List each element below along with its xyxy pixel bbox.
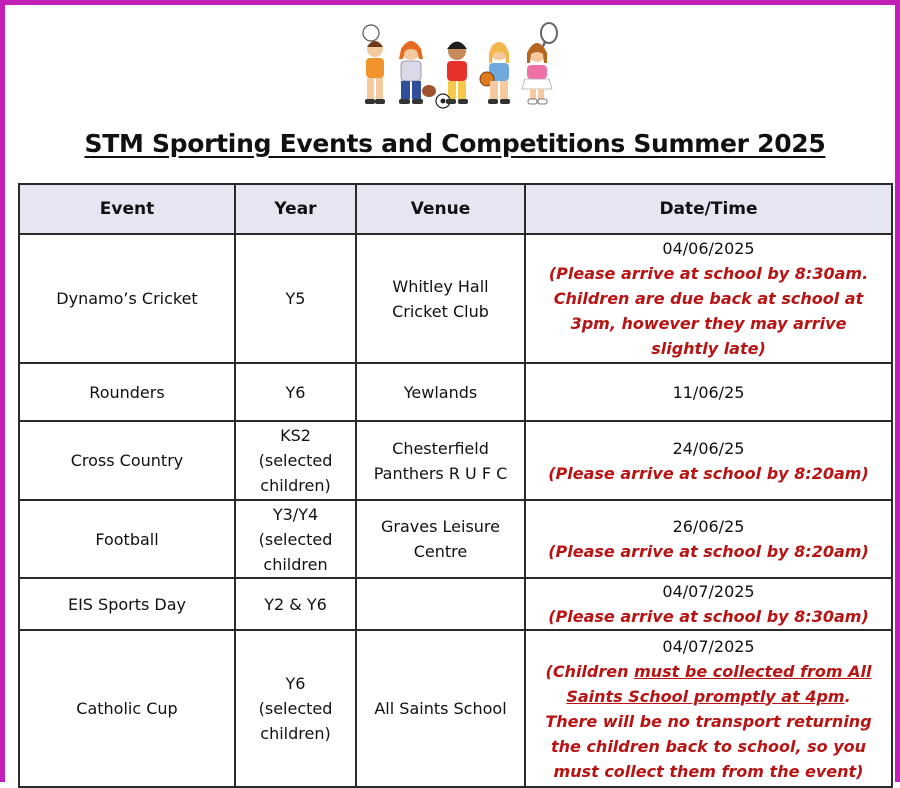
year-cell: Y3/Y4 (selected children — [235, 500, 356, 578]
arrival-note: (Please arrive at school by 8:20am) — [548, 542, 869, 561]
event-cell: Catholic Cup — [19, 630, 235, 787]
table-row — [19, 363, 892, 421]
date-text: 04/07/2025 — [662, 582, 755, 601]
page-title: STM Sporting Events and Competitions Summer 2025 — [84, 129, 826, 158]
date-text: 04/06/2025 — [662, 239, 755, 258]
date-text: 24/06/25 — [672, 438, 745, 458]
venue-cell — [356, 578, 525, 630]
arrival-note: (Please arrive at school by 8:30am. Children are due back at school at 3pm, however they may arrive slightly late) — [548, 264, 869, 358]
venue-cell: Yewlands — [356, 363, 525, 421]
date-time-cell — [525, 421, 892, 500]
year-cell: Y2 & Y6 — [235, 578, 356, 630]
date-text: 11/06/25 — [672, 382, 745, 402]
year-cell: KS2 (selected children) — [235, 421, 356, 500]
table-row — [19, 234, 892, 363]
arrival-note: (Please arrive at school by 8:30am) — [548, 607, 869, 626]
header-event: Event — [19, 184, 235, 234]
year-cell: Y6 — [235, 363, 356, 421]
header-venue: Venue — [356, 184, 525, 234]
table-row — [19, 578, 892, 630]
date-time-cell — [525, 363, 892, 421]
event-cell: Rounders — [19, 363, 235, 421]
date-time-cell — [525, 234, 892, 363]
event-cell: EIS Sports Day — [19, 578, 235, 630]
year-cell: Y5 — [235, 234, 356, 363]
table-row — [19, 500, 892, 578]
date-time-cell — [525, 500, 892, 578]
event-cell: Cross Country — [19, 421, 235, 500]
year-cell: Y6 (selected children) — [235, 630, 356, 787]
arrival-note: (Please arrive at school by 8:20am) — [548, 463, 869, 483]
date-text: 26/06/25 — [672, 517, 745, 536]
events-table — [18, 183, 893, 788]
collection-note: (Children must be collected from All Saints School promptly at 4pm. There will be no transport returning the children back to school, so you must collect them from the event) — [545, 661, 872, 781]
kid-volleyball-icon — [363, 25, 385, 104]
date-text: 04/07/2025 — [662, 636, 755, 656]
event-cell: Dynamo’s Cricket — [19, 234, 235, 363]
table-row — [19, 421, 892, 500]
header-year: Year — [235, 184, 356, 234]
table-row — [19, 630, 892, 787]
venue-cell: Chesterfield Panthers R U F C — [356, 421, 525, 500]
header-date-time: Date/Time — [525, 184, 892, 234]
event-cell: Football — [19, 500, 235, 578]
venue-cell: Graves Leisure Centre — [356, 500, 525, 578]
venue-cell: All Saints School — [356, 630, 525, 787]
kid-baseball-icon — [399, 41, 436, 104]
venue-cell: Whitley Hall Cricket Club — [356, 234, 525, 363]
kid-tennis-icon — [522, 23, 557, 104]
collection-warning: must be collected from All Saints School promptly at 4pm — [566, 661, 872, 706]
kid-football-icon — [436, 42, 468, 109]
children-sports-logo — [353, 19, 563, 117]
kid-basketball-icon — [480, 42, 510, 104]
date-time-cell — [525, 630, 892, 787]
header-row — [19, 184, 892, 234]
date-time-cell — [525, 578, 892, 630]
